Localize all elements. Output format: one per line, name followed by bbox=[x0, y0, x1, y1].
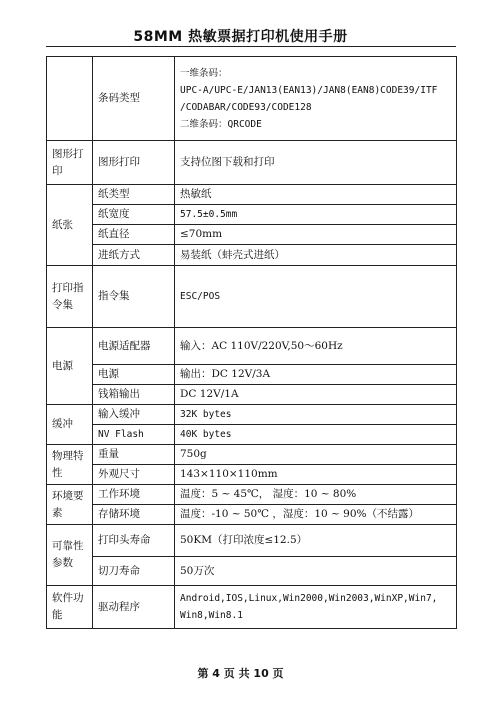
item-cell: 工作环境 bbox=[93, 485, 175, 505]
value-cell: 输出：DC 12V/3A bbox=[175, 365, 457, 385]
table-row bbox=[47, 141, 457, 185]
category-cell-command: 打印指令集 bbox=[47, 266, 93, 328]
table-row bbox=[47, 185, 457, 205]
table-row bbox=[47, 465, 457, 485]
item-cell: 输入缓冲 bbox=[93, 405, 175, 425]
table-row bbox=[47, 57, 457, 141]
value-line: /CODABAR/CODE93/CODE128 bbox=[180, 101, 312, 113]
table-row bbox=[47, 586, 457, 629]
table-row bbox=[47, 425, 457, 445]
item-cell: 钱箱输出 bbox=[93, 385, 175, 405]
category-cell-buffer: 缓冲 bbox=[47, 405, 93, 445]
category-cell-graphics: 图形打印 bbox=[47, 141, 93, 185]
table-row bbox=[47, 405, 457, 425]
item-cell: 重量 bbox=[93, 445, 175, 465]
table-row bbox=[47, 485, 457, 505]
table-row bbox=[47, 245, 457, 266]
value-cell-software bbox=[175, 586, 457, 629]
value-cell: 易装纸（蚌壳式进纸） bbox=[175, 245, 457, 266]
table-row bbox=[47, 205, 457, 225]
item-cell: 电源适配器 bbox=[93, 328, 175, 365]
value-cell: 输入：AC 110V/220V,50～60Hz bbox=[175, 328, 457, 365]
header-rule bbox=[46, 46, 456, 47]
item-cell: 存储环境 bbox=[93, 505, 175, 525]
table-row bbox=[47, 557, 457, 586]
value-cell: 50万次 bbox=[175, 557, 457, 586]
category-cell bbox=[47, 57, 93, 141]
item-cell-command: 指令集 bbox=[93, 266, 175, 328]
item-cell-graphics: 图形打印 bbox=[93, 141, 175, 185]
item-cell: 电源 bbox=[93, 365, 175, 385]
value-line: 二维条码：QRCODE bbox=[180, 118, 262, 130]
table-row bbox=[47, 328, 457, 365]
table-row bbox=[47, 525, 457, 557]
category-cell-physical: 物理特性 bbox=[47, 445, 93, 485]
category-cell-environment: 环境要素 bbox=[47, 485, 93, 525]
category-cell-reliability: 可靠性参数 bbox=[47, 525, 93, 586]
category-cell-power: 电源 bbox=[47, 328, 93, 405]
spec-table bbox=[46, 56, 457, 629]
value-cell: 40K bytes bbox=[175, 425, 457, 445]
category-cell-software: 软件功能 bbox=[47, 586, 93, 629]
value-cell: 750g bbox=[175, 445, 457, 465]
value-cell-command: ESC/POS bbox=[175, 266, 457, 328]
value-line: 一维条码： bbox=[180, 67, 228, 79]
table-row bbox=[47, 445, 457, 465]
item-cell: 切刀寿命 bbox=[93, 557, 175, 586]
page-number: 第 4 页 共 10 页 bbox=[197, 667, 284, 680]
value-cell: 50KM（打印浓度≤12.5） bbox=[175, 525, 457, 557]
item-cell-software: 驱动程序 bbox=[93, 586, 175, 629]
item-cell: 进纸方式 bbox=[93, 245, 175, 266]
item-cell: 纸类型 bbox=[93, 185, 175, 205]
value-cell: 32K bytes bbox=[175, 405, 457, 425]
value-line: Android,IOS,Linux,Win2000,Win2003,WinXP,Win7, bbox=[180, 593, 438, 604]
value-cell-graphics: 支持位图下载和打印 bbox=[175, 141, 457, 185]
value-cell: DC 12V/1A bbox=[175, 385, 457, 405]
table-row bbox=[47, 505, 457, 525]
category-cell-paper: 纸张 bbox=[47, 185, 93, 266]
table-row bbox=[47, 225, 457, 245]
item-cell: 纸直径 bbox=[93, 225, 175, 245]
item-cell-barcode-type: 条码类型 bbox=[93, 57, 175, 141]
value-cell-barcode-type bbox=[175, 57, 457, 141]
item-cell: 打印头寿命 bbox=[93, 525, 175, 557]
table-row bbox=[47, 365, 457, 385]
value-cell: 143×110×110mm bbox=[175, 465, 457, 485]
item-cell: NV Flash bbox=[93, 425, 175, 445]
item-cell: 外观尺寸 bbox=[93, 465, 175, 485]
table-row bbox=[47, 266, 457, 328]
value-cell: 温度：5 ~ 45℃， 湿度：10 ~ 80% bbox=[175, 485, 457, 505]
value-cell: 温度：-10 ~ 50℃ ，湿度：10 ~ 90%（不结露） bbox=[175, 505, 457, 525]
value-cell: 57.5±0.5mm bbox=[175, 205, 457, 225]
value-line: UPC-A/UPC-E/JAN13(EAN13)/JAN8(EAN8)CODE39/ITF bbox=[180, 84, 438, 96]
value-line: Win8,Win8.1 bbox=[180, 610, 243, 621]
value-cell: ≤70mm bbox=[175, 225, 457, 245]
value-cell: 热敏纸 bbox=[175, 185, 457, 205]
document-header-title: 58MM 热敏票据打印机使用手册 bbox=[133, 29, 348, 45]
table-row bbox=[47, 385, 457, 405]
item-cell: 纸宽度 bbox=[93, 205, 175, 225]
